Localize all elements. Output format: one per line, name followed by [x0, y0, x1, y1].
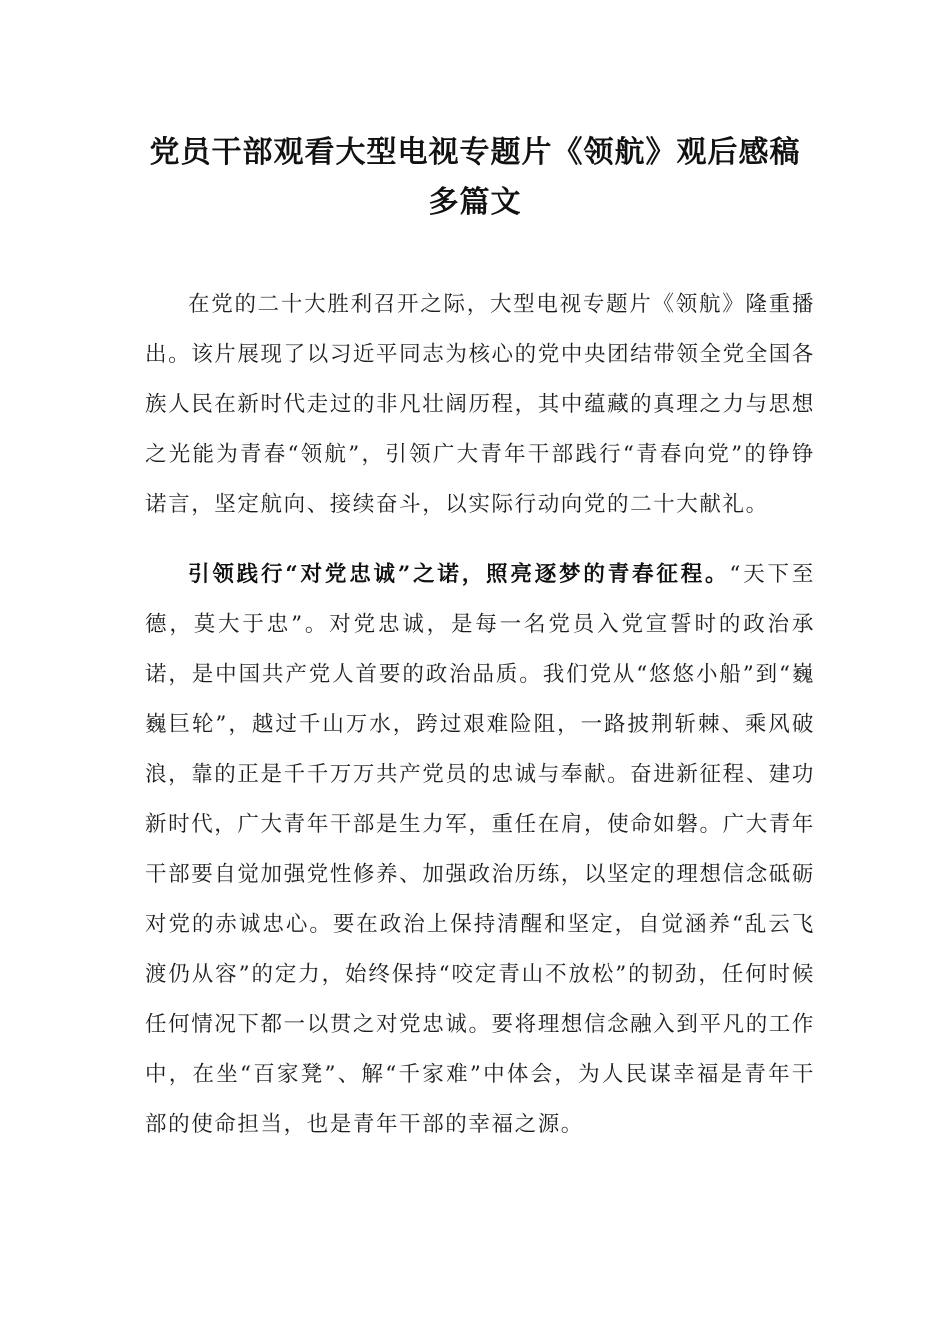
paragraph-loyalty [145, 550, 815, 1150]
paragraph-intro-text: 在党的二十大胜利召开之际，大型电视专题片《领航》隆重播出。该片展现了以习近平同志为核心的党中央团结带领全党全国各族人民在新时代走过的非凡壮阔历程，其中蕴藏的真理之力与思想之光能为青春“领航”，引领广大青年干部践行“青春向党”的铮铮诺言，坚定航向、接续奋斗，以实际行动向党的二十大献礼。 [145, 292, 815, 517]
document-title: 党员干部观看大型电视专题片《领航》观后感稿多篇文 [149, 135, 801, 220]
paragraph-loyalty-text: “天下至德，莫大于忠”。对党忠诚，是每一名党员入党宣誓时的政治承诺，是中国共产党人首要的政治品质。我们党从“悠悠小船”到“巍巍巨轮”，越过千山万水，跨过艰难险阻，一路披荆斩棘、乘风破浪，靠的正是千千万万共产党员的忠诚与奉献。奋进新征程、建功新时代，广大青年干部是生力军，重任在肩，使命如磐。广大青年干部要自觉加强党性修养、加强政治历练，以坚定的理想信念砥砺对党的赤诚忠心。要在政治上保持清醒和坚定，自觉涵养“乱云飞渡仍从容”的定力，始终保持“咬定青山不放松”的韧劲，任何时候任何情况下都一以贯之对党忠诚。要将理想信念融入到平凡的工作中，在坐“百家凳”、解“千家难”中体会，为人民谋幸福是青年干部的使命担当，也是青年干部的幸福之源。 [145, 562, 815, 1137]
paragraph-intro [145, 280, 815, 530]
paragraph-loyalty-heading: 引领践行“对党忠诚”之诺，照亮逐梦的青春征程。 [188, 562, 730, 587]
